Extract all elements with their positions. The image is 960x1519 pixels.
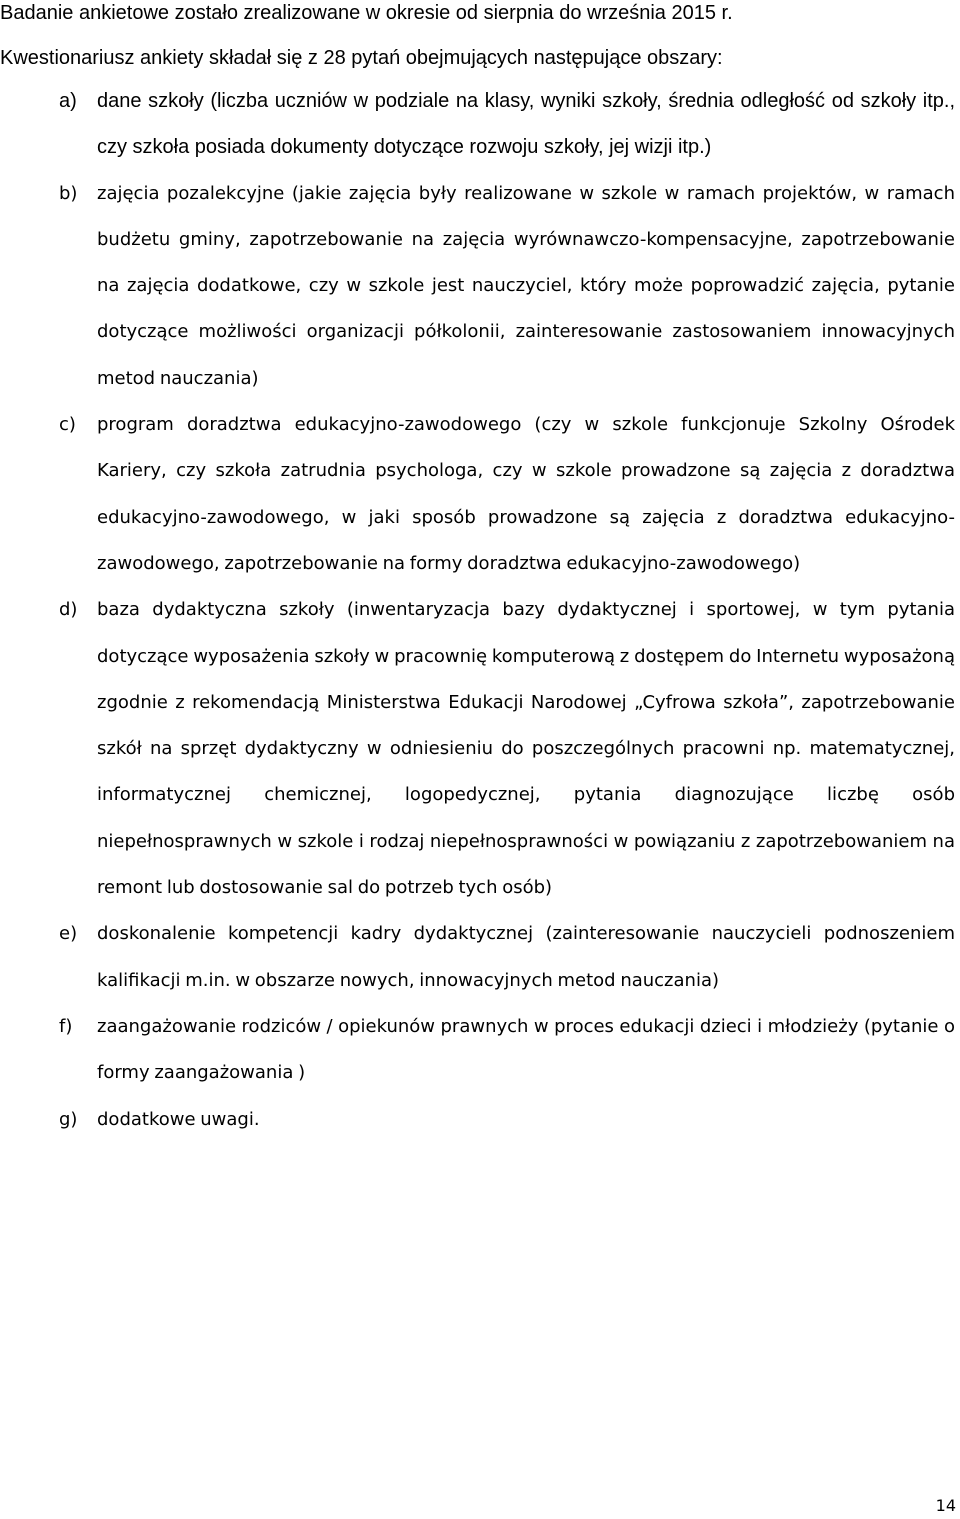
list-item-text-f: zaangażowanie rodziców / opiekunów prawnych w proces edukacji dzieci i młodzieży (pytanie o formy zaangażowania ) <box>97 1015 955 1084</box>
list-item-f <box>0 1004 955 1097</box>
list-marker-g: g) <box>59 1108 78 1130</box>
list-item-text-d: baza dydaktyczna szkoły (inwentaryzacja bazy dydaktycznej i sportowej, w tym pytania dotyczące wyposażenia szkoły w pracownię komputerową z dostępem do Internetu wyposażoną zgodnie z rekomendacją Ministerstwa Edukacji Narodowej „Cyfrowa szkoła”, zapotrzebowanie szkół na sprzęt dydaktyczny w odniesieniu do poszczególnych pracowni np. matematycznej, informatycznej chemicznej, logopedycznej, pytania diagnozujące liczbę osób niepełnosprawnych w szkole i rodzaj niepełnosprawności w powiązaniu z zapotrzebowaniem na remont lub dostosowanie sal do potrzeb tych osób) <box>97 599 955 899</box>
list-item-d <box>0 587 955 911</box>
list-marker-b: b) <box>59 182 78 204</box>
list-item-c <box>0 402 955 587</box>
list-item-g <box>0 1097 955 1143</box>
list-item-text-e: doskonalenie kompetencji kadry dydaktycznej (zainteresowanie nauczycieli podnoszeniem kalifikacji m.in. w obszarze nowych, innowacyjnych metod nauczania) <box>97 923 955 991</box>
list-item-e <box>0 911 955 1004</box>
list-marker-a: a) <box>59 90 77 112</box>
list-item-text-a: dane szkoły (liczba uczniów w podziale na klasy, wyniki szkoły, średnia odległość od szkoły itp., czy szkoła posiada dokumenty dotyczące rozwoju szkoły, jej wizji itp.) <box>97 90 955 159</box>
intro-line-2: Kwestionariusz ankiety składał się z 28 pytań obejmujących następujące obszary: <box>0 47 723 69</box>
list-item-a <box>0 78 955 171</box>
list-marker-e: e) <box>59 923 78 945</box>
questionnaire-areas-list <box>0 78 960 1143</box>
list-item-text-b: zajęcia pozalekcyjne (jakie zajęcia były realizowane w szkole w ramach projektów, w ramach budżetu gminy, zapotrzebowanie na zajęcia wyrównawczo-kompensacyjne, zapotrzebowanie na zajęcia dodatkowe, czy w szkole jest nauczyciel, który może poprowadzić zajęcia, pytanie dotyczące możliwości organizacji półkolonii, zainteresowanie zastosowaniem innowacyjnych metod nauczania) <box>97 182 955 389</box>
list-marker-f: f) <box>59 1015 73 1037</box>
intro-line-1: Badanie ankietowe zostało zrealizowane w okresie od sierpnia do września 2015 r. <box>0 2 733 24</box>
list-item-text-g: dodatkowe uwagi. <box>97 1108 260 1130</box>
list-item-b <box>0 171 955 402</box>
list-marker-c: c) <box>59 414 76 436</box>
page-number: 14 <box>935 1496 956 1515</box>
list-marker-d: d) <box>59 599 78 621</box>
list-item-text-c: program doradztwa edukacyjno-zawodowego (czy w szkole funkcjonuje Szkolny Ośrodek Kariery, czy szkoła zatrudnia psychologa, czy w szkole prowadzone są zajęcia z doradztwa edukacyjno-zawodowego, w jaki sposób prowadzone są zajęcia z doradztwa edukacyjno-zawodowego, zapotrzebowanie na formy doradztwa edukacyjno-zawodowego) <box>97 414 955 574</box>
